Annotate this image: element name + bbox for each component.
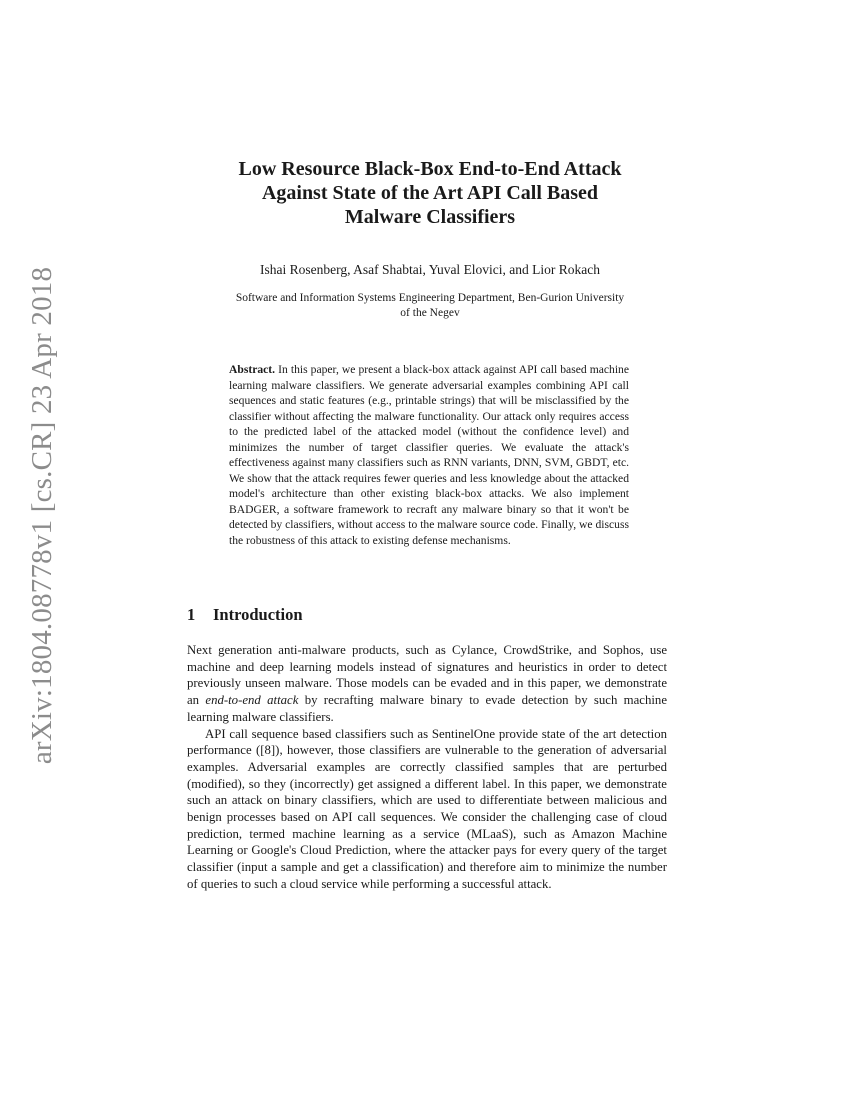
- arxiv-identifier-text: arXiv:1804.08778v1 [cs.CR] 23 Apr 2018: [26, 266, 59, 764]
- affiliation: [180, 291, 680, 321]
- intro-p1-text-after: by recrafting malware binary to evade detection by such machine learning malware classifiers.: [187, 693, 668, 724]
- intro-p1-emphasis: end-to-end attack: [205, 693, 299, 708]
- author-list: Ishai Rosenberg, Asaf Shabtai, Yuval Elovici, and Lior Rokach: [259, 262, 601, 277]
- intro-paragraph-1: [187, 642, 667, 726]
- section-heading-introduction: [187, 605, 303, 625]
- abstract-text: In this paper, we present a black-box attack against API call based machine learning malware classifiers. We generate adversarial examples combining API call sequences and static features (e.g., printable strings) that will be misclassified by the classifier without affecting the malware functionality. Our attack only requires access to the predicted label of the attacked model (without the confidence level) and minimizes the number of target classifier queries. We evaluate the attack's effectiveness against many classifiers such as RNN variants, DNN, SVM, GBDT, etc. We show that the attack requires fewer queries and less knowledge about the attacked model's architecture than other existing black-box attacks. We also implement BADGER, a software framework to recraft any malware binary so that it won't be detected by classifiers, without access to the malware source code. Finally, we discuss the robustness of this attack to existing defense mechanisms.: [229, 363, 629, 547]
- intro-p1-text-before: Next generation anti-malware products, such as Cylance, CrowdStrike, and Sophos, use machine and deep learning models instead of signatures and heuristics in order to detect previously unseen malware. Those models can be evaded and in this paper, we demonstrate an: [187, 643, 667, 708]
- paper-title: [150, 157, 710, 229]
- arxiv-identifier-stamp: [20, 265, 66, 765]
- abstract-label: Abstract.: [229, 363, 276, 376]
- intro-paragraph-2: API call sequence based classifiers such as SentinelOne provide state of the art detection performance ([8]), however, those classifiers are vulnerable to the generation of adversarial examples. Adversarial examples are correctly classified samples that are perturbed (modified), so they (incorrectly) get assigned a different label. In this paper, we demonstrate such an attack on binary classifiers, which are used to differentiate between malicious and benign processes based on API call sequences. We consider the challenging case of cloud prediction, termed machine learning as a service (MLaaS), such as Amazon Machine Learning or Google's Cloud Prediction, where the attacker pays for every query of the target classifier (input a sample and get a classification) and therefore aim to minimize the number of queries to such a cloud service while performing a successful attack.: [187, 726, 667, 891]
- section-title: Introduction: [213, 605, 303, 624]
- introduction-body: [187, 642, 667, 893]
- abstract: [229, 362, 629, 548]
- title-line-2: Against State of the Art API Call Based: [261, 182, 599, 204]
- title-line-3: Malware Classifiers: [344, 206, 516, 228]
- affiliation-line-1: Software and Information Systems Engineering Department, Ben-Gurion University: [235, 292, 625, 304]
- section-number: 1: [187, 605, 196, 624]
- affiliation-line-2: of the Negev: [400, 307, 460, 319]
- title-line-1: Low Resource Black-Box End-to-End Attack: [238, 158, 622, 180]
